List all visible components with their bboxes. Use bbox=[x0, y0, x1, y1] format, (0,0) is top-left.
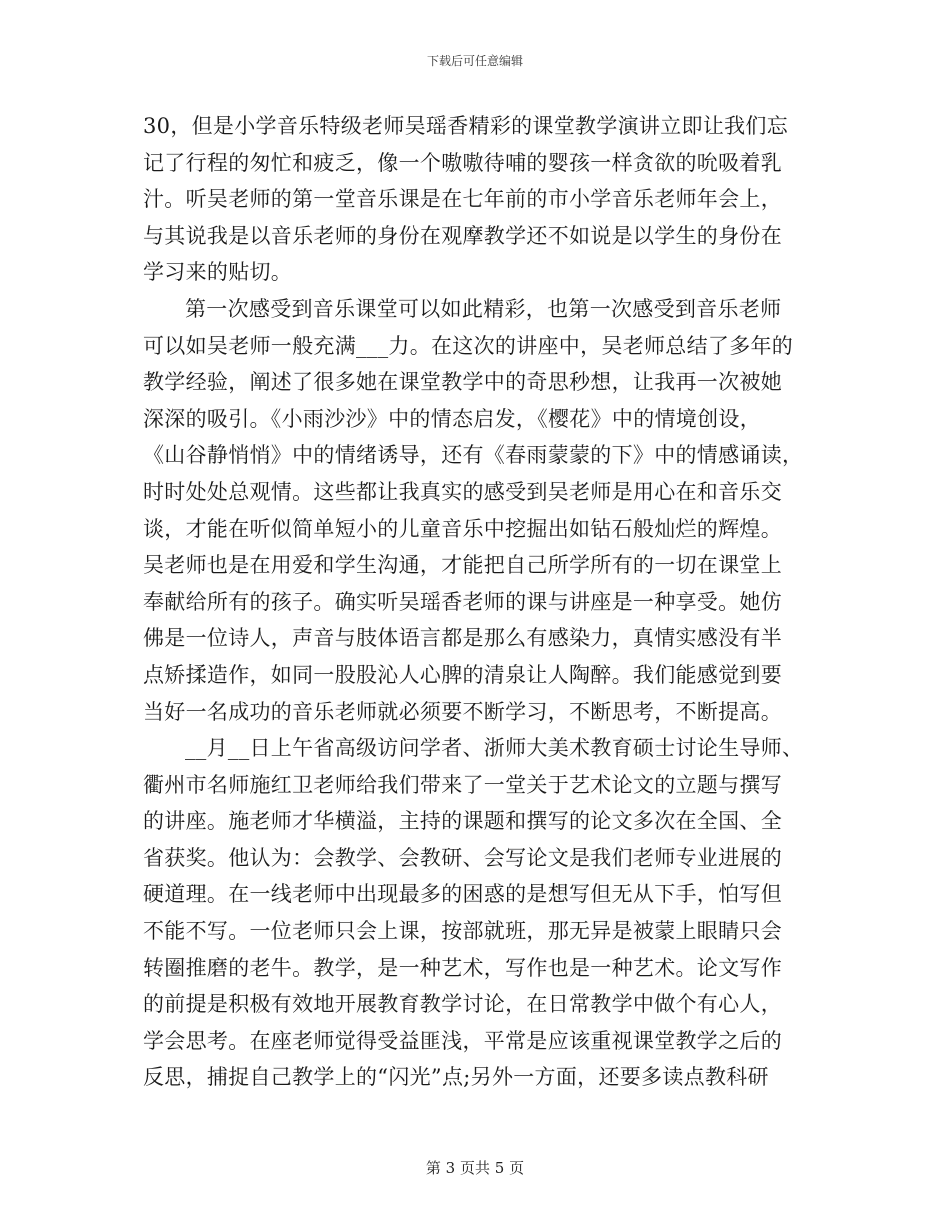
text-line: 省获奖。他认为：会教学、会教研、会写论文是我们老师专业进展的 bbox=[143, 845, 782, 870]
text-line: 与其说我是以音乐老师的身份在观摩教学还不如说是以学生的身份在 bbox=[143, 223, 782, 248]
text-line: 吴老师也是在用爱和学生沟通，才能把自己所学所有的一切在课堂上 bbox=[143, 553, 782, 578]
text-line: 硬道理。在一线老师中出现最多的困惑的是想写但无从下手，怕写但 bbox=[143, 882, 782, 907]
text-line: 转圈推磨的老牛。教学，是一种艺术，写作也是一种艺术。论文写作 bbox=[143, 955, 782, 980]
text-line: 反思，捕捉自己教学上的“闪光”点;另外一方面，还要多读点教科研 bbox=[143, 1065, 769, 1090]
text-line: 汁。听吴老师的第一堂音乐课是在七年前的市小学音乐老师年会上， bbox=[143, 187, 782, 212]
text-line: 可以如吴老师一般充满___力。在这次的讲座中，吴老师总结了多年的 bbox=[143, 333, 794, 358]
body-text bbox=[143, 108, 833, 1096]
text-line: 奉献给所有的孩子。确实听吴瑶香老师的课与讲座是一种享受。她仿 bbox=[143, 589, 782, 614]
text-line: 学会思考。在座老师觉得受益匪浅，平常是应该重视课堂教学之后的 bbox=[143, 1028, 782, 1053]
text-line: 衢州市名师施红卫老师给我们带来了一堂关于艺术论文的立题与撰写 bbox=[143, 772, 782, 797]
text-line: 谈，才能在听似简单短小的儿童音乐中挖掘出如钻石般灿烂的辉煌。 bbox=[143, 516, 782, 541]
text-line: 不能不写。一位老师只会上课，按部就班，那无异是被蒙上眼睛只会 bbox=[143, 919, 782, 944]
text-line: 教学经验，阐述了很多她在课堂教学中的奇思秒想，让我再一次被她 bbox=[143, 370, 782, 395]
text-line: 记了行程的匆忙和疲乏，像一个嗷嗷待哺的婴孩一样贪欲的吮吸着乳 bbox=[143, 150, 782, 175]
page-number-footer: 第 3 页共 5 页 bbox=[425, 1159, 525, 1177]
page-header: 下载后可任意编辑 bbox=[426, 54, 523, 68]
text-line: 深深的吸引。《小雨沙沙》中的情态启发，《樱花》中的情境创设， bbox=[143, 406, 761, 431]
text-line: 时时处处总观情。这些都让我真实的感受到吴老师是用心在和音乐交 bbox=[143, 479, 782, 504]
paragraph-start-line: __月__日上午省高级访问学者、浙师大美术教育硕士讨论生导师、 bbox=[185, 736, 804, 761]
text-line: 30，但是小学音乐特级老师吴瑶香精彩的课堂教学演讲立即让我们忘 bbox=[143, 114, 789, 138]
text-line: 学习来的贴切。 bbox=[143, 260, 293, 285]
text-line: 《山谷静悄悄》中的情绪诱导，还有《春雨蒙蒙的下》中的情感诵读， bbox=[143, 443, 804, 468]
text-line: 佛是一位诗人，声音与肢体语言都是那么有感染力，真情实感没有半 bbox=[143, 626, 782, 651]
text-line: 当好一名成功的音乐老师就必须要不断学习，不断思考，不断提高。 bbox=[143, 699, 782, 724]
text-line: 点矫揉造作，如同一股股沁人心脾的清泉让人陶醉。我们能感觉到要 bbox=[143, 662, 782, 687]
paragraph-start-line: 第一次感受到音乐课堂可以如此精彩，也第一次感受到音乐老师 bbox=[185, 296, 782, 321]
text-line: 的讲座。施老师才华横溢，主持的课题和撰写的论文多次在全国、全 bbox=[143, 809, 782, 834]
text-line: 的前提是积极有效地开展教育教学讨论，在日常教学中做个有心人， bbox=[143, 992, 782, 1017]
